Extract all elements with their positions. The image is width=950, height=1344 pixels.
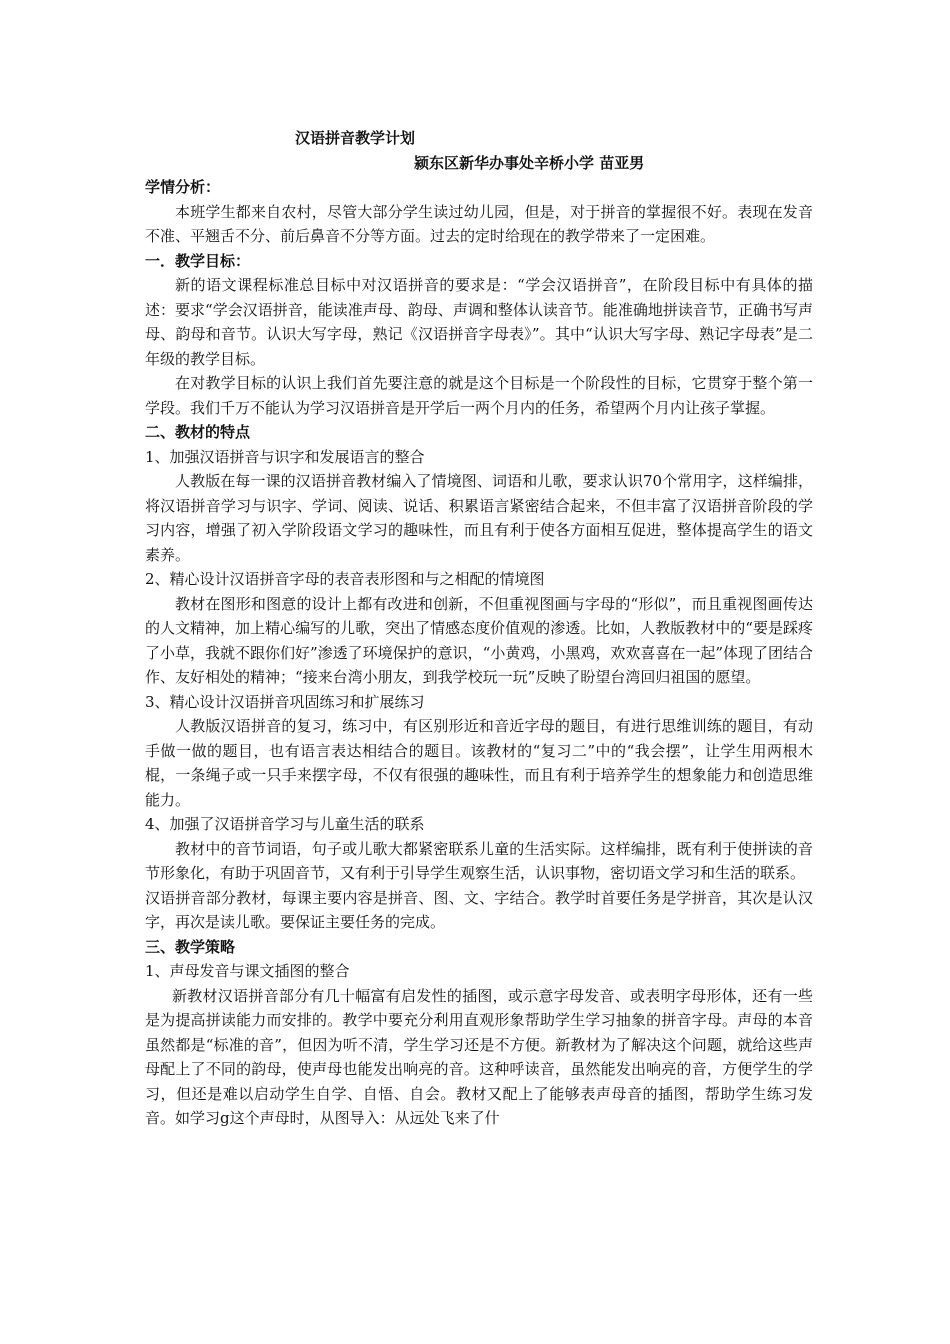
paragraph: 汉语拼音部分教材，每课主要内容是拼音、图、文、字结合。教学时首要任务是学拼音，其次是认汉字，再次是读儿歌。要保证主要任务的完成。: [145, 888, 813, 931]
paragraph: 教材中的音节词语，句子或儿歌大都紧密联系儿童的生活实际。这样编排，既有利于使拼读的音节形象化，有助于巩固音节，又有利于引导学生观察生活，认识事物，密切语文学习和生活的联系。: [145, 839, 813, 882]
paragraph: 人教版汉语拼音的复习，练习中，有区别形近和音近字母的题目，有进行思维训练的题目，有动手做一做的题目，也有语言表达相结合的题目。该教材的“复习二”中的“我会摆”，让学生用两根木棍，一条绳子或一只手来摆字母，不仅有很强的趣味性，而且有利于培养学生的想象能力和创造思维能力。: [145, 717, 813, 809]
section-heading-goals: 一．教学目标：: [145, 251, 251, 270]
subsection-title: 2、精心设计汉语拼音字母的表音表形图和与之相配的情境图: [145, 570, 545, 588]
paragraph: 人教版在每一课的汉语拼音教材编入了情境图、词语和儿歌，要求认识70个常用字，这样编排，将汉语拼音学习与识字、学词、阅读、说话、积累语言紧密结合起来，不但丰富了汉语拼音阶段的学习内容，增强了初入学阶段语文学习的趣味性，而且有利于使各方面相互促进，整体提高学生的语文素养。: [145, 472, 813, 564]
document-body: [145, 175, 813, 1131]
subsection-title: 1、加强汉语拼音与识字和发展语言的整合: [145, 447, 425, 466]
subsection-title: 1、声母发音与课文插图的整合: [145, 962, 350, 980]
paragraph: 教材在图形和图意的设计上都有改进和创新，不但重视图画与字母的“形似”，而且重视图画传达的人文精神，加上精心编写的儿歌，突出了情感态度价值观的渗透。比如，人教版教材中的“要是踩疼了小草，我就不跟你们好”渗透了环境保护的意识，“小黄鸡，小黑鸡，欢欢喜喜在一起”体现了团结合作、友好相处的精神；“接来台湾小朋友，到我学校玩一玩”反映了盼望台湾回归祖国的愿望。: [145, 594, 814, 686]
document-author: 颍东区新华办事处辛桥小学 苗亚男: [414, 154, 645, 172]
document-title: 汉语拼音教学计划: [295, 129, 416, 147]
paragraph: 新的语文课程标准总目标中对汉语拼音的要求是：“学会汉语拼音”，在阶段目标中有具体的描述：要求“学会汉语拼音，能读准声母、韵母、声调和整体认读音节。能准确地拼读音节，正确书写声母、韵母和音节。认识大写字母，熟记《汉语拼音字母表》”。其中“认识大写字母、熟记字母表”是二年级的教学目标。: [145, 276, 813, 368]
section-heading-features: 二、教材的特点: [145, 423, 251, 441]
paragraph: 新教材汉语拼音部分有几十幅富有启发性的插图，或示意字母发音、或表明字母形体，还有一些是为提高拼读能力而安排的。教学中要充分利用直观形象帮助学生学习抽象的拼音字母。声母的本音虽然都是“标准的音”，但因为听不清，学生学习还是不方便。新教材为了解决这个问题，就给这些声母配上了不同的韵母，使声母也能发出响亮的音。这种呼读音，虽然能发出响亮的音，方便学生的学习，但还是难以启动学生自学、自悟、自会。教材又配上了能够表声母音的插图，帮助学生练习发音。如学习g这个声母时，从图导入：从远处飞来了什: [145, 986, 813, 1127]
section-heading-situation: 学情分析：: [145, 178, 221, 196]
subsection-title: 4、加强了汉语拼音学习与儿童生活的联系: [145, 815, 425, 833]
paragraph: 在对教学目标的认识上我们首先要注意的就是这个目标是一个阶段性的目标，它贯穿于整个第一学段。我们千万不能认为学习汉语拼音是开学后一两个月内的任务，希望两个月内让孩子掌握。: [145, 374, 813, 417]
section-heading-strategy: 三、教学策略: [145, 937, 236, 956]
subsection-title: 3、精心设计汉语拼音巩固练习和扩展练习: [145, 692, 425, 711]
paragraph: 本班学生都来自农村，尽管大部分学生读过幼儿园，但是，对于拼音的掌握很不好。表现在发音不准、平翘舌不分、前后鼻音不分等方面。过去的定时给现在的教学带来了一定困难。: [145, 202, 813, 245]
